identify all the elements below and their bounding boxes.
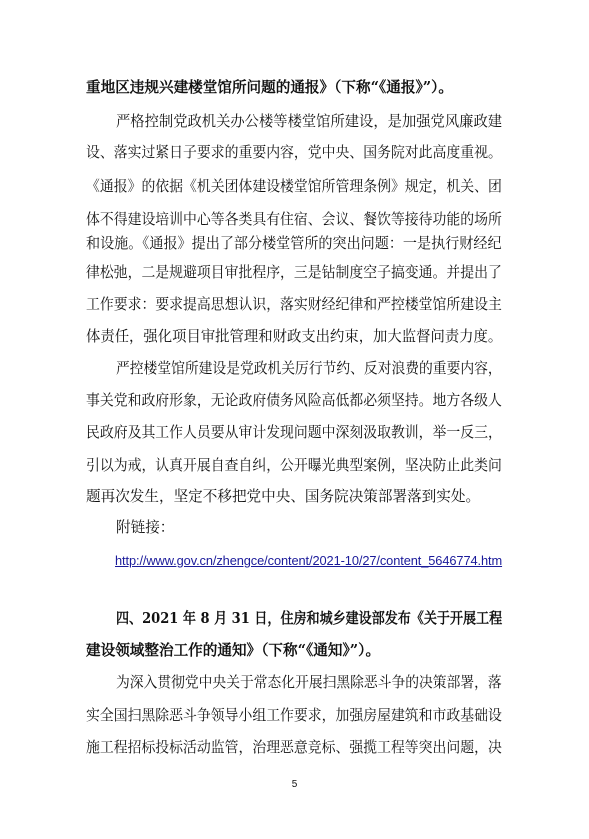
section-4-heading-line-2: 建设领域整治工作的通知》（下称“《通知》”）。 xyxy=(86,642,381,659)
paragraph-3-line-1: 为深入贯彻党中央关于常态化开展扫黑除恶斗争的决策部署，落 xyxy=(116,674,502,691)
paragraph-2-line-2: 事关党和政府形象，无论政府债务风险高低都必须坚持。地方各级人 xyxy=(86,392,502,409)
section-heading-continuation: 重地区违规兴建楼堂馆所问题的通报》（下称“《通报》”）。 xyxy=(86,79,454,96)
paragraph-1-line-4: 体不得建设培训中心等各类具有住宿、会议、餐饮等接待功能的场所 xyxy=(86,211,502,228)
paragraph-1-line-2: 设、落实过紧日子要求的重要内容，党中央、国务院对此高度重视。 xyxy=(86,144,502,161)
attachment-link[interactable]: http://www.gov.cn/zhengce/content/2021-10/27/content_5646774.htm xyxy=(115,553,503,568)
paragraph-2-line-4: 引以为戒，认真开展自查自纠，公开曝光典型案例，坚决防止此类问 xyxy=(86,457,502,474)
page-number: 5 xyxy=(291,779,298,790)
paragraph-3-line-2: 实全国扫黑除恶斗争领导小组工作要求，加强房屋建筑和市政基础设 xyxy=(86,707,502,724)
section-4-heading-line-1: 四、2021 年 8 月 31 日，住房和城乡建设部发布《关于开展工程 xyxy=(116,610,503,627)
attachment-label: 附链接： xyxy=(116,519,175,536)
paragraph-3-line-3: 施工程招标投标活动监管，治理恶意竞标、强揽工程等突出问题，决 xyxy=(86,739,502,756)
paragraph-1-line-8: 体责任，强化项目审批管理和财政支出约束，加大监督问责力度。 xyxy=(86,328,503,345)
paragraph-1-line-1: 严格控制党政机关办公楼等楼堂馆所建设，是加强党风廉政建 xyxy=(116,113,503,130)
paragraph-2-line-1: 严控楼堂馆所建设是党政机关厉行节约、反对浪费的重要内容， xyxy=(116,360,502,377)
paragraph-2-line-5: 题再次发生，坚定不移把党中央、国务院决策部署落到实处。 xyxy=(86,488,481,505)
paragraph-2-line-3: 民政府及其工作人员要从审计发现问题中深刻汲取教训，举一反三， xyxy=(86,424,502,441)
paragraph-1-line-3: 《通报》的依据《机关团体建设楼堂馆所管理条例》规定，机关、团 xyxy=(86,178,502,195)
paragraph-1-line-6: 律松弛，二是规避项目审批程序，三是钻制度空子搞变通。并提出了 xyxy=(86,264,502,281)
paragraph-1-line-5: 和设施。《通报》提出了部分楼堂管所的突出问题：一是执行财经纪 xyxy=(86,235,502,252)
paragraph-1-line-7: 工作要求：要求提高思想认识，落实财经纪律和严控楼堂馆所建设主 xyxy=(86,296,502,313)
